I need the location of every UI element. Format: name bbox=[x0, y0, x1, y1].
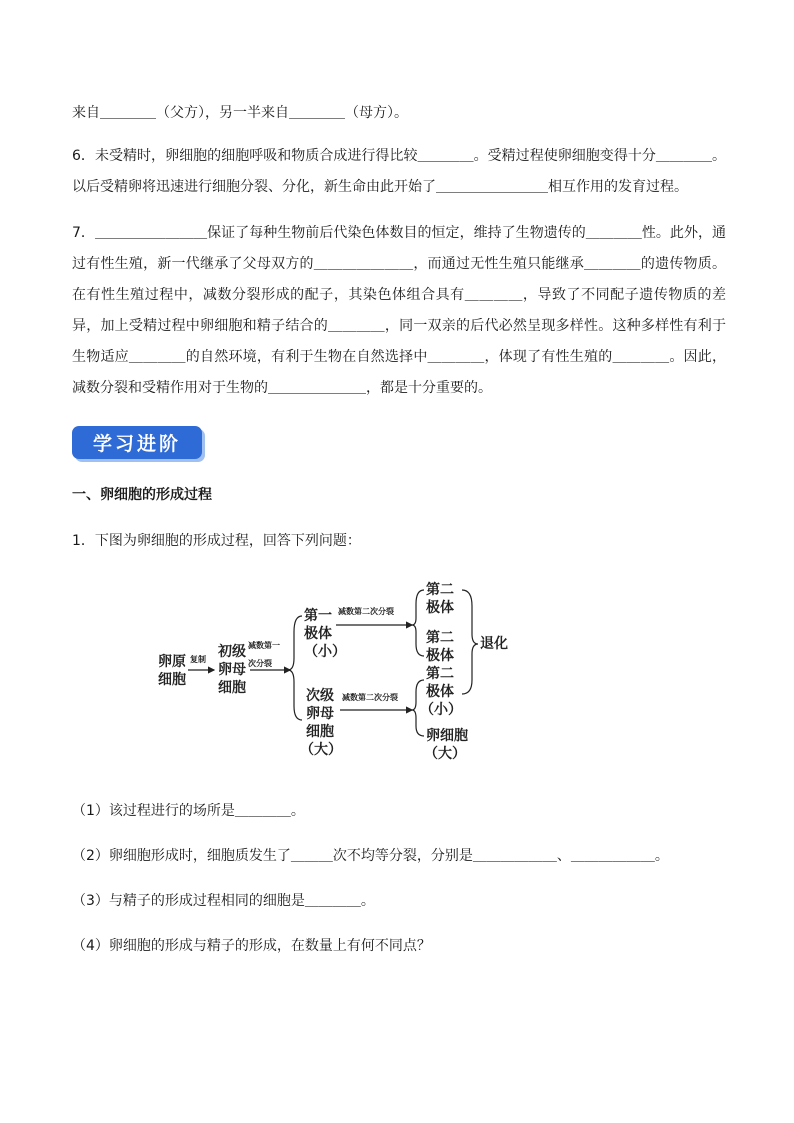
previous-question-continuation: 来自＿＿＿＿（父方），另一半来自＿＿＿＿（母方）。 bbox=[72, 105, 408, 121]
second-polar-c-1: 第二 bbox=[426, 666, 454, 682]
second-polar-a-1: 第二 bbox=[426, 582, 454, 598]
question-6: 6．未受精时，卵细胞的细胞呼吸和物质合成进行得比较＿＿＿＿。受精过程使卵细胞变得十分＿＿＿＿。以后受精卵将迅速进行细胞分裂、分化，新生命由此开始了＿＿＿＿＿＿＿＿相互作用的发育过程。 bbox=[72, 148, 726, 195]
secondary-oocyte-3: 细胞 bbox=[306, 724, 334, 740]
sub-question-3: （3）与精子的形成过程相同的细胞是＿＿＿＿。 bbox=[72, 893, 375, 909]
secondary-oocyte-4: （大） bbox=[300, 742, 342, 758]
second-polar-c-2: 极体 bbox=[426, 684, 454, 700]
first-polar-label-1: 第一 bbox=[304, 608, 332, 624]
sub-question-4: （4）卵细胞的形成与精子的形成，在数量上有何不同点？ bbox=[72, 938, 431, 954]
primary-oocyte-label-2: 卵母 bbox=[218, 662, 246, 678]
replicate-label: 复制 bbox=[190, 655, 206, 664]
meiosis1-label-2: 次分裂 bbox=[248, 659, 272, 668]
question-1-intro: 1．下图为卵细胞的形成过程，回答下列问题： bbox=[72, 533, 361, 549]
meiosis2-bottom-label: 减数第二次分裂 bbox=[342, 693, 398, 702]
brace-degenerate bbox=[462, 590, 478, 694]
oogonium-label-1: 卵原 bbox=[158, 654, 186, 670]
first-polar-label-2: 极体 bbox=[304, 626, 332, 642]
second-polar-b-2: 极体 bbox=[426, 648, 454, 664]
egg-cell-1: 卵细胞 bbox=[426, 728, 468, 744]
primary-oocyte-label-3: 细胞 bbox=[218, 680, 246, 696]
secondary-oocyte-1: 次级 bbox=[306, 688, 334, 704]
first-polar-label-3: （小） bbox=[304, 644, 346, 660]
second-polar-c-3: （小） bbox=[420, 702, 462, 718]
bracket-meiosis1 bbox=[288, 616, 302, 720]
second-polar-a-2: 极体 bbox=[426, 600, 454, 616]
oogonium-label-2: 细胞 bbox=[158, 672, 186, 688]
section-title: 一、卵细胞的形成过程 bbox=[72, 487, 212, 503]
learning-advance-banner: 学习进阶 bbox=[72, 426, 202, 459]
question-7: 7．＿＿＿＿＿＿＿＿保证了每种生物前后代染色体数目的恒定，维持了生物遗传的＿＿＿＿性。此外，通过有性生殖，新一代继承了父母双方的＿＿＿＿＿＿＿，而通过无性生殖只能继承＿＿＿＿的遗传物质。在有性生殖过程中，减数分裂形成的配子，其染色体组合具有＿＿＿＿，导致了不同配子遗传物质的差异，加上受精过程中卵细胞和精子结合的＿＿＿＿，同一双亲的后代必然呈现多样性。这种多样性有利于生物适应＿＿＿＿的自然环境，有利于生物在自然选择中＿＿＿＿，体现了有性生殖的＿＿＿＿。因此，减数分裂和受精作用对于生物的＿＿＿＿＿＿＿，都是十分重要的。 bbox=[72, 225, 726, 396]
meiosis2-top-label: 减数第二次分裂 bbox=[338, 607, 394, 616]
oogenesis-diagram bbox=[150, 576, 530, 766]
meiosis1-label-1: 减数第一 bbox=[248, 641, 280, 650]
primary-oocyte-label-1: 初级 bbox=[218, 644, 246, 660]
sub-question-2: （2）卵细胞形成时，细胞质发生了＿＿＿次不均等分裂，分别是＿＿＿＿＿＿、＿＿＿＿＿＿。 bbox=[72, 848, 669, 864]
egg-cell-2: （大） bbox=[424, 746, 466, 762]
sub-question-1: （1）该过程进行的场所是＿＿＿＿。 bbox=[72, 803, 305, 819]
secondary-oocyte-2: 卵母 bbox=[306, 706, 334, 722]
degenerate-label: 退化 bbox=[480, 636, 508, 652]
second-polar-b-1: 第二 bbox=[426, 630, 454, 646]
bracket-top-split bbox=[412, 590, 424, 656]
